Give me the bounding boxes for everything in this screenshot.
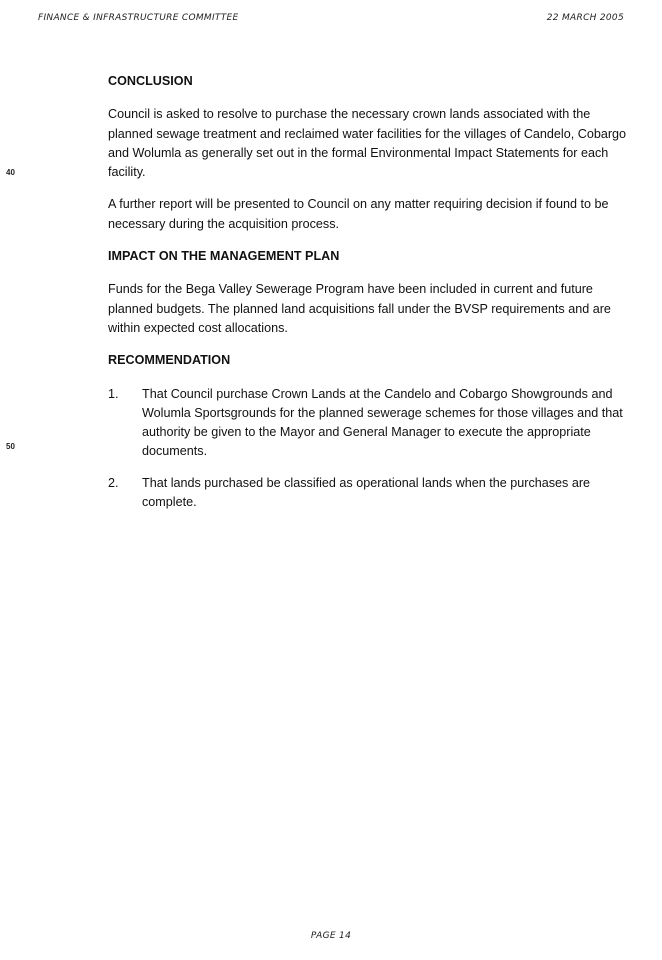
recommendation-number: 1. — [108, 386, 119, 401]
header-committee: FINANCE & INFRASTRUCTURE COMMITTEE — [38, 13, 239, 23]
recommendation-number: 2. — [108, 475, 119, 490]
recommendation-heading: RECOMMENDATION — [108, 353, 231, 368]
impact-paragraph: Funds for the Bega Valley Sewerage Program have been included in current and future planned budgets. The planned land acquisitions fall under the BVSP requirements and are within expected cost allocations. — [108, 282, 611, 335]
conclusion-paragraph-2: A further report will be presented to Council on any matter requiring decision if found to be necessary during the acquisition process. — [108, 197, 609, 231]
recommendation-item — [108, 474, 628, 513]
document-body — [108, 72, 628, 524]
conclusion-heading: CONCLUSION — [108, 74, 193, 88]
line-number-40: 40 — [6, 168, 15, 177]
impact-heading: IMPACT ON THE MANAGEMENT PLAN — [108, 249, 340, 264]
recommendation-text: That Council purchase Crown Lands at the Candelo and Cobargo Showgrounds and Wolumla Sportsgrounds for the planned sewerage schemes for those villages and that authority be given to the Mayor and General Manager to execute the appropriate documents. — [142, 386, 623, 459]
recommendation-item — [108, 385, 628, 462]
line-number-50: 50 — [6, 442, 15, 451]
page-number: PAGE 14 — [310, 931, 352, 941]
conclusion-paragraph-1: Council is asked to resolve to purchase the necessary crown lands associated with the planned sewage treatment and reclaimed water facilities for the villages of Candelo, Cobargo and Wolumla as generally set out in the formal Environmental Impact Statements for each facility. — [108, 107, 627, 180]
recommendation-text: That lands purchased be classified as operational lands when the purchases are complete. — [142, 475, 591, 510]
header-date: 22 MARCH 2005 — [546, 13, 624, 23]
